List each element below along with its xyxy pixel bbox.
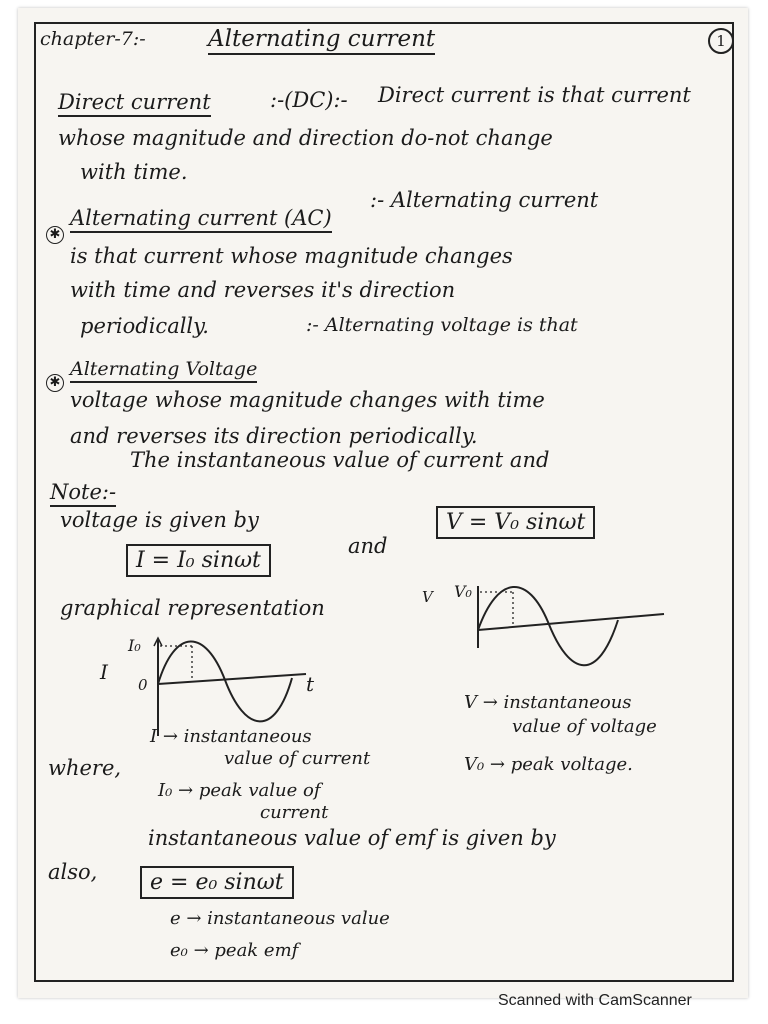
i0-definition-line-2: current <box>260 802 329 823</box>
v-definition-line-2: value of voltage <box>512 716 657 737</box>
voltage-graph-peak-label: V₀ <box>454 582 472 601</box>
e0-definition: e₀ → peak emf <box>170 940 299 961</box>
chapter-label: chapter-7:- <box>40 28 146 50</box>
dc-term: Direct current <box>58 90 211 117</box>
dc-line-1: Direct current is that current <box>378 83 691 107</box>
voltage-sine-wave <box>478 587 618 665</box>
current-equation-box: I = I₀ sinωt <box>126 544 271 577</box>
i-definition-line-1: I → instantaneous <box>150 726 312 747</box>
i0-definition-line-1: I₀ → peak value of <box>158 780 321 801</box>
av-line-2: voltage whose magnitude changes with time <box>70 388 545 412</box>
camscanner-watermark: Scanned with CamScanner <box>498 992 692 1009</box>
note-and: and <box>348 534 388 558</box>
note-line-1: The instantaneous value of current and <box>130 448 550 472</box>
note-label: Note:- <box>50 480 116 507</box>
ac-line-4: periodically. <box>80 314 209 338</box>
notebook-page <box>18 8 748 998</box>
asterisk-bullet-icon: ✱ <box>46 226 64 244</box>
current-sine-wave <box>158 641 292 721</box>
chapter-title: Alternating current <box>208 26 435 55</box>
voltage-x-axis <box>478 614 664 630</box>
current-graph-peak-label: I₀ <box>128 636 141 655</box>
current-graph-x-label: t <box>306 672 315 696</box>
graph-caption: graphical representation <box>60 596 325 620</box>
ac-term: Alternating current (AC) <box>70 206 332 233</box>
i-definition-line-2: value of current <box>224 748 371 769</box>
emf-line-1: instantaneous value of emf is given by <box>148 826 556 850</box>
ac-line-3: with time and reverses it's direction <box>70 278 456 302</box>
v0-definition: V₀ → peak voltage. <box>464 754 633 775</box>
ac-line-2: is that current whose magnitude changes <box>70 244 513 268</box>
dc-line-3: with time. <box>80 160 188 184</box>
ac-line-1: :- Alternating current <box>370 188 599 212</box>
current-graph-y-label: I <box>100 660 108 684</box>
voltage-graph-y-label: V <box>422 588 433 606</box>
where-label: where, <box>48 756 122 780</box>
voltage-equation-box: V = V₀ sinωt <box>436 506 595 539</box>
current-sine-graph <box>130 628 310 738</box>
current-peak-dotted-line <box>160 646 192 680</box>
voltage-sine-graph <box>458 578 668 688</box>
note-line-2: voltage is given by <box>60 508 259 532</box>
av-term: Alternating Voltage <box>70 358 257 383</box>
emf-equation-box: e = e₀ sinωt <box>140 866 294 899</box>
asterisk-bullet-icon: ✱ <box>46 374 64 392</box>
current-graph-origin: 0 <box>138 676 148 694</box>
e-definition: e → instantaneous value <box>170 908 390 929</box>
emf-also-label: also, <box>48 860 98 884</box>
dc-line-2: whose magnitude and direction do-not change <box>58 126 553 150</box>
dc-abbr: :-(DC):- <box>270 88 348 112</box>
av-line-1: :- Alternating voltage is that <box>306 314 578 336</box>
page-number: 1 <box>708 28 734 54</box>
current-x-axis <box>158 674 306 684</box>
av-line-3: and reverses its direction periodically. <box>70 424 478 448</box>
v-definition-line-1: V → instantaneous <box>464 692 632 713</box>
